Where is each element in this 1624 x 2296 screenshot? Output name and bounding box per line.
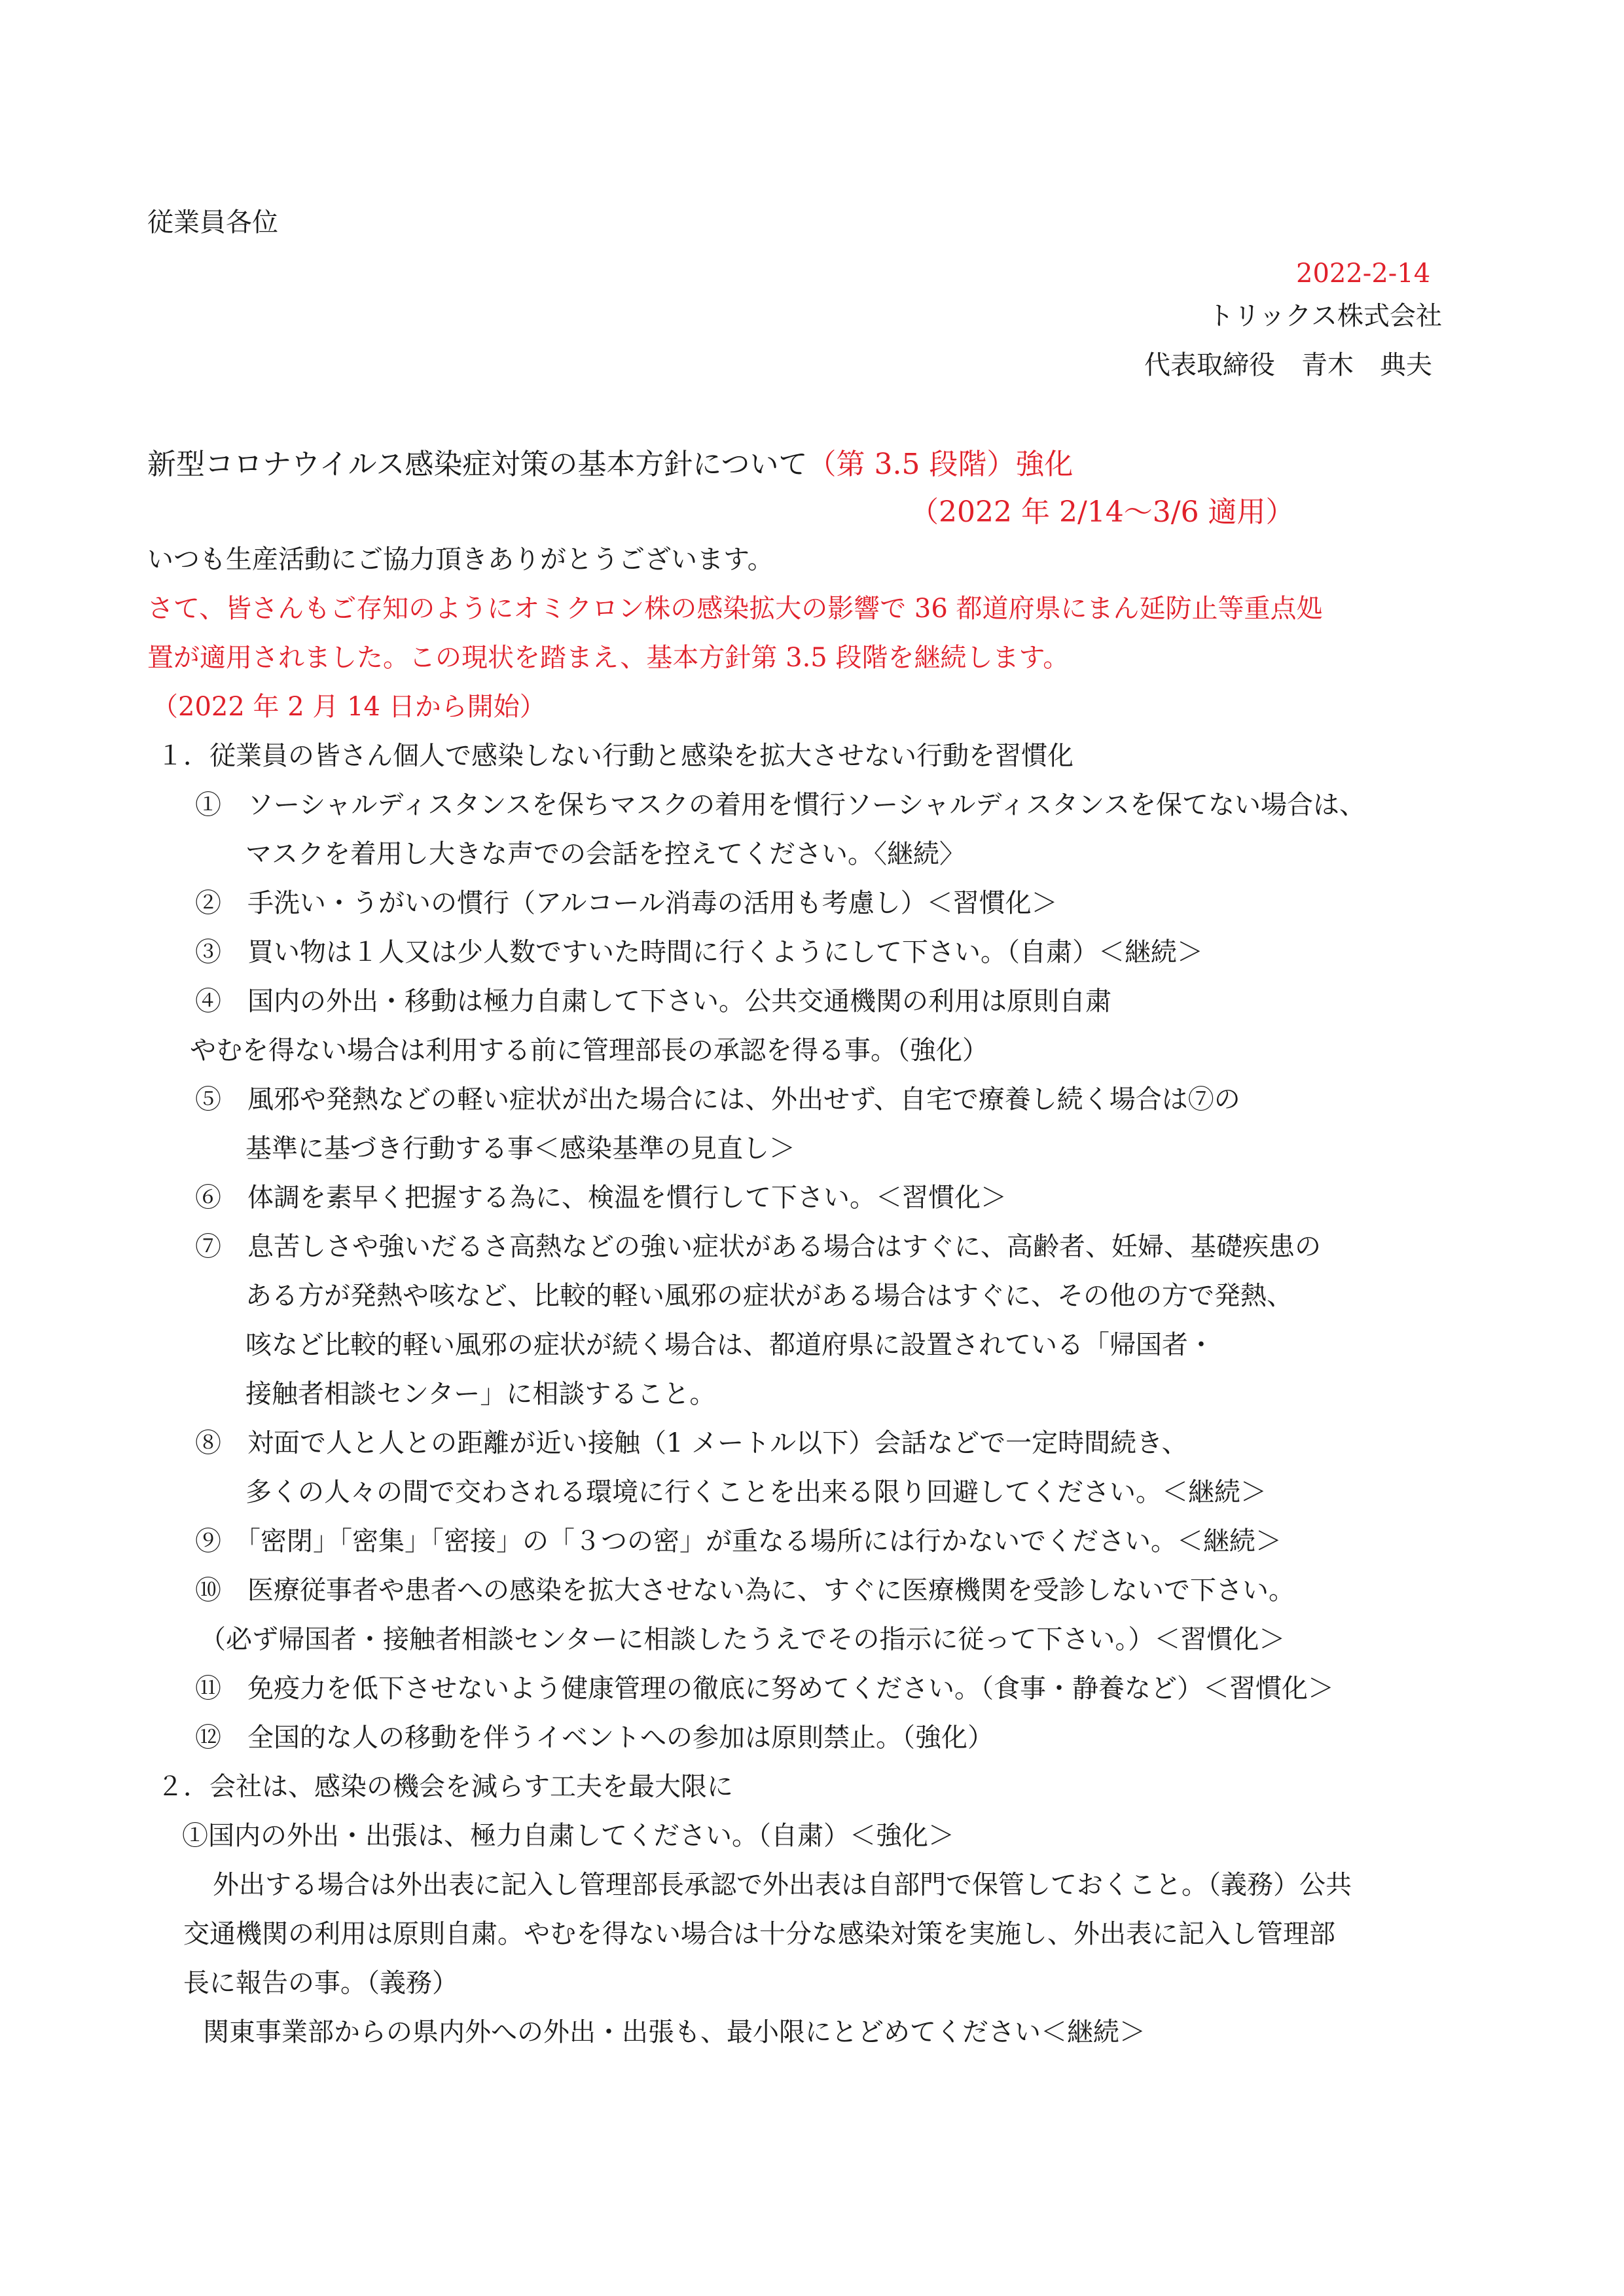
list-item: ⑪ 免疫力を低下させないよう健康管理の徹底に努めてください。（食事・静養など）＜習慣化＞ bbox=[195, 1674, 1334, 1704]
title-stage: （第 3.5 段階）強化 bbox=[807, 448, 1074, 481]
list-item: ③ 買い物は１人又は少人数ですいた時間に行くようにして下さい。（自粛）＜継続＞ bbox=[195, 937, 1203, 967]
list-item: 多くの人々の間で交わされる環境に行くことを出来る限り回避してください。＜継続＞ bbox=[245, 1477, 1267, 1507]
list-item: ある方が発熱や咳など、比較的軽い風邪の症状がある場合はすぐに、その他の方で発熱、 bbox=[245, 1281, 1293, 1311]
list-item: ② 手洗い・うがいの慣行（アルコール消毒の活用も考慮し）＜習慣化＞ bbox=[195, 888, 1058, 918]
list-item: ⑫ 全国的な人の移動を伴うイベントへの参加は原則禁止。（強化） bbox=[195, 1723, 994, 1753]
title-period: （2022 年 2/14～3/6 適用） bbox=[910, 495, 1295, 529]
list-item: やむを得ない場合は利用する前に管理部長の承認を得る事。（強化） bbox=[190, 1035, 988, 1066]
list-item: （必ず帰国者・接触者相談センターに相談したうえでその指示に従って下さい。）＜習慣化＞ bbox=[200, 1624, 1286, 1655]
list-item: ⑥ 体調を素早く把握する為に、検温を慣行して下さい。＜習慣化＞ bbox=[195, 1183, 1007, 1213]
greeting: いつも生産活動にご協力頂きありがとうございます。 bbox=[147, 545, 774, 575]
addressee: 従業員各位 bbox=[147, 207, 278, 238]
date: 2022-2-14 bbox=[1296, 259, 1431, 289]
paragraph-line: 長に報告の事。（義務） bbox=[183, 1968, 458, 1998]
paragraph-line: 関東事業部からの県内外への外出・出張も、最小限にとどめてください＜継続＞ bbox=[203, 2017, 1146, 2047]
notice-line-2: 置が適用されました。この現状を踏まえ、基本方針第 3.5 段階を継続します。 bbox=[147, 643, 1070, 673]
paragraph-line: 交通機関の利用は原則自粛。やむを得ない場合は十分な感染対策を実施し、外出表に記入し管理部 bbox=[183, 1919, 1335, 1949]
list-item: 接触者相談センター」に相談すること。 bbox=[245, 1379, 716, 1409]
start-date: （2022 年 2 月 14 日から開始） bbox=[152, 692, 546, 722]
list-item: ① ソーシャルディスタンスを保ちマスクの着用を慣行ソーシャルディスタンスを保てない場合は、 bbox=[195, 790, 1365, 820]
paragraph-line: 外出する場合は外出表に記入し管理部長承認で外出表は自部門で保管しておくこと。（義務）公共 bbox=[213, 1870, 1352, 1900]
company-name: トリックス株式会社 bbox=[1208, 301, 1442, 331]
list-item: ①国内の外出・出張は、極力自粛してください。（自粛）＜強化＞ bbox=[182, 1821, 954, 1851]
title-main: 新型コロナウイルス感染症対策の基本方針について bbox=[147, 448, 808, 481]
list-item: 基準に基づき行動する事＜感染基準の見直し＞ bbox=[245, 1134, 795, 1164]
list-item: ④ 国内の外出・移動は極力自粛して下さい。公共交通機関の利用は原則自粛 bbox=[195, 986, 1111, 1016]
list-item: 咳など比較的軽い風邪の症状が続く場合は、都道府県に設置されている「帰国者・ bbox=[245, 1330, 1214, 1360]
signer: 代表取締役 青木 典夫 bbox=[1144, 350, 1432, 380]
list-item: ⑧ 対面で人と人との距離が近い接触（1 メートル以下）会話などで一定時間続き、 bbox=[195, 1428, 1188, 1458]
section1-heading: １．従業員の皆さん個人で感染しない行動と感染を拡大させない行動を習慣化 bbox=[157, 741, 1074, 771]
list-item: ⑦ 息苦しさや強いだるさ高熱などの強い症状がある場合はすぐに、高齢者、妊婦、基礎疾患の bbox=[195, 1232, 1321, 1262]
notice-line-1: さて、皆さんもご存知のようにオミクロン株の感染拡大の影響で 36 都道府県にまん延防止等重点処 bbox=[147, 594, 1323, 624]
document-title bbox=[147, 448, 1073, 481]
list-item: ⑩ 医療従事者や患者への感染を拡大させない為に、すぐに医療機関を受診しないで下さい。 bbox=[195, 1575, 1295, 1605]
list-item: ⑨ 「密閉」「密集」「密接」の「３つの密」が重なる場所には行かないでください。＜継続＞ bbox=[195, 1526, 1282, 1556]
list-item: マスクを着用し大きな声での会話を控えてください。〈継続〉 bbox=[245, 839, 965, 869]
list-item: ⑤ 風邪や発熱などの軽い症状が出た場合には、外出せず、自宅で療養し続く場合は⑦の bbox=[195, 1085, 1240, 1115]
section2-heading: ２．会社は、感染の機会を減らす工夫を最大限に bbox=[157, 1772, 733, 1802]
